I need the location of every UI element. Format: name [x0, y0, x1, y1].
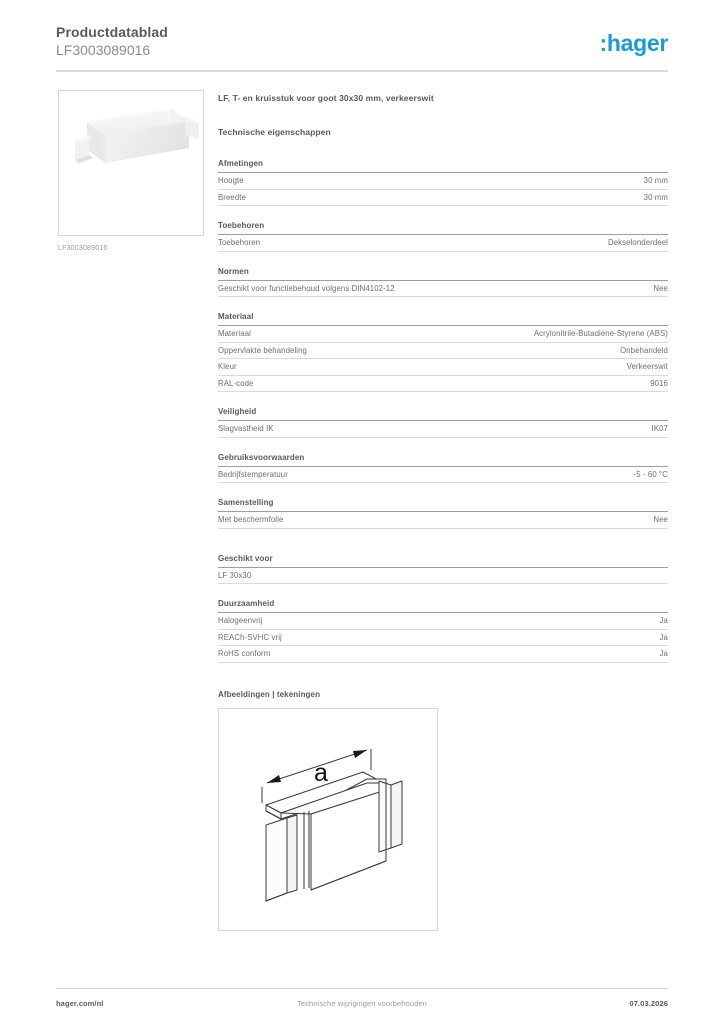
spec-value: Acrylonitrile-Butadiene-Styrene (ABS)	[533, 329, 668, 338]
spec-value: IK07	[651, 424, 668, 433]
spec-label: Breedte	[218, 192, 247, 202]
spec-value: Nee	[653, 283, 668, 293]
technical-drawing-frame	[218, 708, 438, 931]
dimension-label-a: a	[314, 758, 328, 787]
spec-row	[218, 512, 668, 529]
spec-row	[218, 173, 668, 190]
document-title: Productdatablad	[56, 24, 168, 40]
spec-label: Halogeenvrij	[218, 616, 263, 625]
spec-label: Met beschermfolie	[218, 515, 284, 524]
spec-row	[218, 421, 668, 438]
header-divider	[56, 70, 668, 72]
spec-row	[218, 568, 668, 585]
spec-row	[218, 343, 668, 360]
spec-group-title: Materiaal	[218, 311, 668, 326]
spec-value: Ja	[659, 649, 668, 658]
spec-group	[218, 598, 668, 663]
spec-row	[218, 630, 668, 647]
spec-groups-container	[218, 158, 668, 663]
page-header	[56, 24, 668, 72]
document-product-code: LF3003089016	[56, 42, 151, 58]
spec-group	[218, 406, 668, 438]
spec-label: Hoogte	[218, 176, 244, 185]
spec-group	[218, 158, 668, 206]
spec-value: 9016	[650, 378, 668, 388]
spec-value: Ja	[659, 632, 668, 642]
spec-group-title: Toebehoren	[218, 220, 668, 235]
spec-group	[218, 497, 668, 529]
technical-drawing-image	[219, 709, 438, 931]
product-photo-image	[59, 91, 204, 236]
spec-row	[218, 467, 668, 484]
spec-label: LF 30x30	[218, 570, 252, 580]
spec-label: Toebehoren	[218, 238, 261, 247]
footer-website[interactable]: hager.com/nl	[56, 999, 104, 1008]
spec-value: Ja	[659, 616, 668, 625]
spec-label: Bedrijfstemperatuur	[218, 469, 288, 479]
technical-properties-heading: Technische eigenschappen	[218, 127, 331, 137]
spec-group-title: Samenstelling	[218, 497, 668, 512]
spec-value: -5 - 60 °C	[633, 469, 668, 479]
spec-label: RAL-code	[218, 378, 254, 388]
spec-row	[218, 190, 668, 207]
spec-label: REACh-SVHC vrij	[218, 632, 282, 642]
spec-content	[218, 92, 668, 931]
spec-label: Geschikt voor functiebehoud volgens DIN4102-12	[218, 283, 395, 293]
spec-row	[218, 646, 668, 663]
spec-label: Materiaal	[218, 329, 251, 338]
footer-divider	[56, 988, 668, 989]
spec-group	[218, 553, 668, 585]
spec-value: Onbehandeld	[620, 345, 668, 355]
spec-label: Slagvastheid IK	[218, 424, 274, 433]
hager-logo: :hager	[599, 30, 668, 56]
product-photo-frame	[58, 90, 204, 236]
drawings-block	[218, 689, 668, 931]
footer-date: 07.03.2026	[629, 999, 668, 1008]
spec-group-title: Duurzaamheid	[218, 598, 668, 613]
spec-row	[218, 281, 668, 298]
spec-label: Kleur	[218, 362, 237, 371]
spec-group-title: Veiligheid	[218, 406, 668, 421]
page-footer	[56, 998, 668, 1012]
spec-value: Dekselonderdeel	[607, 238, 668, 247]
spec-group-title: Afmetingen	[218, 158, 668, 173]
product-photo-caption: LF3003089016	[58, 245, 108, 252]
spec-label: RoHS conform	[218, 649, 271, 658]
spec-group-title: Geschikt voor	[218, 553, 668, 568]
spec-group-title: Normen	[218, 266, 668, 281]
spec-row	[218, 376, 668, 393]
spec-row	[218, 359, 668, 376]
product-photo-block	[58, 90, 204, 254]
spec-value: 30 mm	[643, 192, 668, 202]
spec-label: Oppervlakte behandeling	[218, 345, 307, 355]
spec-value: Nee	[653, 515, 668, 524]
spec-group	[218, 452, 668, 484]
spec-group	[218, 220, 668, 252]
spec-group	[218, 266, 668, 298]
spec-row	[218, 326, 668, 343]
spec-row	[218, 235, 668, 252]
spec-group	[218, 311, 668, 392]
spec-group-title: Gebruiksvoorwaarden	[218, 452, 668, 467]
spec-row	[218, 613, 668, 630]
footer-disclaimer: Technische wijzigingen voorbehouden	[297, 999, 427, 1008]
drawings-title: Afbeeldingen | tekeningen	[218, 689, 321, 699]
spec-value: Verkeerswit	[626, 362, 668, 371]
header-titles	[56, 24, 168, 59]
spec-value: 30 mm	[643, 176, 668, 185]
product-name: LF, T- en kruisstuk voor goot 30x30 mm, verkeerswit	[218, 93, 434, 103]
